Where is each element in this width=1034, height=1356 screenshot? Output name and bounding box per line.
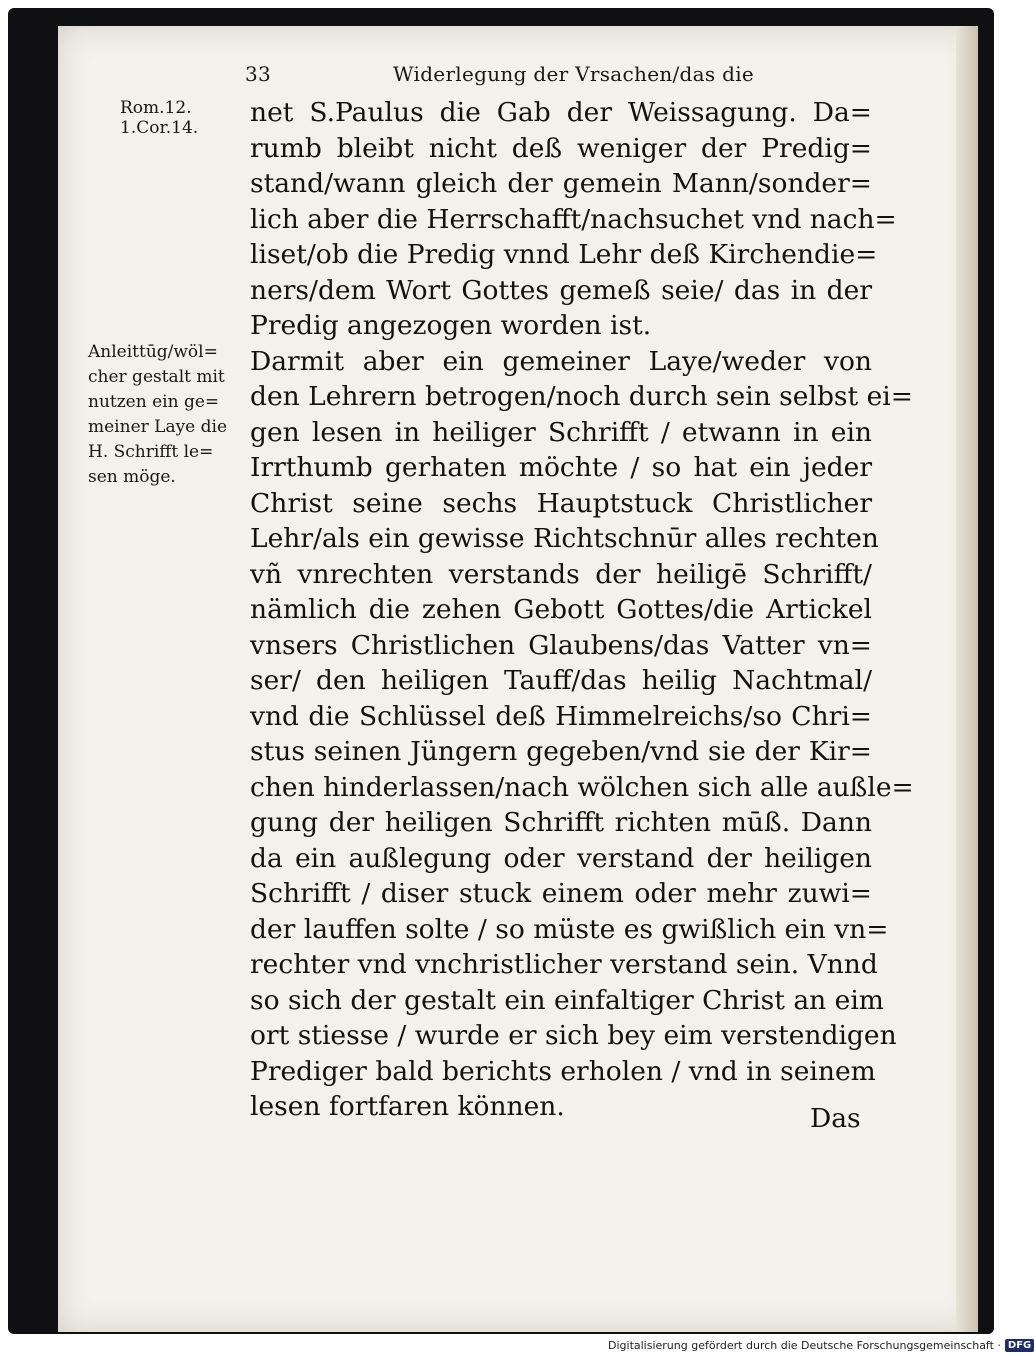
margin-note-line: meiner Laye die: [88, 417, 228, 437]
page-edge: [956, 26, 978, 1332]
text-line: stus seinen Jüngern gegeben/vnd sie der Kir=: [250, 736, 872, 767]
text-line: vñ vnrechten verstands der heiligē Schrifft/: [250, 558, 872, 590]
text-line: ort stiesse / wurde er sich bey eim verstendigen: [250, 1020, 897, 1051]
text-line: chen hinderlassen/nach wölchen sich alle außle=: [250, 771, 914, 803]
text-line: Irrthumb gerhaten möchte / so hat ein jeder: [250, 452, 872, 483]
text-line: den Lehrern betrogen/noch durch sein selbst ei=: [250, 381, 913, 412]
text-line: stand/wann gleich der gemein Mann/sonder=: [250, 168, 872, 199]
margin-note-line: nutzen ein ge=: [88, 392, 220, 412]
text-line: rechter vnd vnchristlicher verstand sein. Vnnd: [250, 949, 878, 980]
margin-note-line: cher gestalt mit: [88, 367, 225, 387]
catchword: Das: [810, 1103, 861, 1134]
margin-note-instruction: [88, 340, 227, 490]
text-line: lich aber die Herrschafft/nachsuchet vnd nach=: [250, 203, 897, 235]
text-line: da ein außlegung oder verstand der heiligen: [250, 842, 872, 874]
text-line: ser/ den heiligen Tauff/das heilig Nachtmal/: [250, 665, 872, 696]
text-line: lesen fortfaren können.: [250, 1091, 565, 1122]
text-line: rumb bleibt nicht deß weniger der Predig=: [250, 132, 872, 164]
running-head: [245, 62, 805, 88]
footer-credit: [608, 1337, 1034, 1353]
margin-note-line: Anleittūg/wöl=: [88, 342, 218, 362]
margin-note-line: H. Schrifft le=: [88, 442, 214, 462]
page-number: 33: [245, 62, 272, 86]
text-line: Darmit aber ein gemeiner Laye/weder von: [250, 345, 872, 377]
text-line: so sich der gestalt ein einfaltiger Christ an eim: [250, 984, 884, 1016]
text-line: Schrifft / diser stuck einem oder mehr zuwi=: [250, 878, 872, 909]
running-title: Widerlegung der Vrsachen/das die: [393, 62, 755, 86]
text-line: gung der heiligen Schrifft richten mūß. Dann: [250, 807, 872, 838]
margin-note-line: 1.Cor.14.: [120, 118, 199, 138]
text-line: net S.Paulus die Gab der Weissagung. Da=: [250, 97, 872, 128]
text-line: der lauffen solte / so müste es gwißlich ein vn=: [250, 913, 889, 945]
dfg-logo-icon: DFG: [1005, 1339, 1034, 1352]
text-line: vnsers Christlichen Glaubens/das Vatter vn=: [250, 629, 872, 661]
text-line: Prediger bald berichts erholen / vnd in seinem: [250, 1055, 876, 1087]
body-text: [250, 95, 914, 1125]
text-line: Christ seine sechs Hauptstuck Christlicher: [250, 487, 872, 519]
margin-note-line: Rom.12.: [120, 98, 192, 118]
margin-note-line: sen möge.: [88, 467, 176, 487]
text-line: nämlich die zehen Gebott Gottes/die Artickel: [250, 594, 872, 625]
text-line: Predig angezogen worden ist.: [250, 310, 652, 341]
text-line: gen lesen in heiliger Schrifft / etwann in ein: [250, 416, 872, 448]
text-line: liset/ob die Predig vnnd Lehr deß Kirchendie=: [250, 239, 878, 270]
text-line: Lehr/als ein gewisse Richtschnūr alles rechten: [250, 523, 879, 554]
margin-note-references: [120, 98, 198, 138]
text-line: vnd die Schlüssel deß Himmelreichs/so Chri=: [250, 700, 872, 732]
footer-text: Digitalisierung gefördert durch die Deutsche Forschungsgemeinschaft ·: [608, 1338, 1001, 1352]
text-line: ners/dem Wort Gottes gemeß seie/ das in der: [250, 274, 872, 306]
